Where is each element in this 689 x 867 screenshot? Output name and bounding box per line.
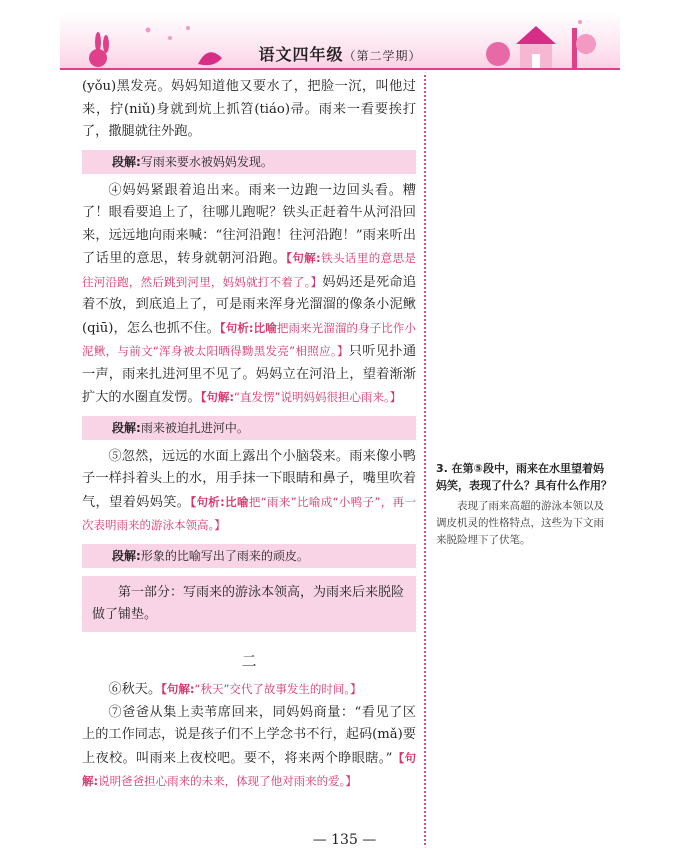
note-tag: 【句析:比喻 <box>190 494 249 509</box>
note-tag: 【句解: <box>286 251 321 265</box>
note-text: 把“雨来”比喻成“小鸭子”，再一次表明雨来的游泳本领高。】 <box>82 494 416 532</box>
page-number: — 135 — <box>312 832 377 848</box>
part-summary-box: 第一部分：写雨来的游泳本领高，为雨来后来脱险做了铺垫。 <box>82 576 416 632</box>
paragraph-4-text-b: 妈妈还是死命追着不放，到底追上了，可是雨来浑身光溜溜的像条小泥鳅(qiū)，怎么也抓不住。 <box>82 274 417 336</box>
page-header <box>60 12 620 70</box>
paragraph-analysis-box <box>82 150 416 174</box>
paragraph-3-continued: (yǒu)黑发亮。妈妈知道他又要水了，把脸一沉，叫他过来，拧(niǔ)身就到炕上抓笤(tiáo)帚。雨来一看要挨打了，撒腿就往外跑。 <box>82 79 416 139</box>
paragraph-6-text: ⑥秋天。 <box>108 682 162 697</box>
box-text: 写雨来要水被妈妈发现。 <box>140 154 273 169</box>
paragraph-6 <box>82 678 416 702</box>
paragraph-7 <box>82 702 416 794</box>
paragraph-4-text-a: ④妈妈紧跟着追出来。雨来一边跑一边回头看。糟了！眼看要追上了，往哪儿跑呢？铁头正赶着牛从河沿回来，远远地向雨来喊：“往河沿跑！往河沿跑！”雨来听出了话里的意思，转身就朝河沿跑。 <box>82 182 416 266</box>
box-text: 雨来被迫扎进河中。 <box>140 420 249 435</box>
main-column <box>82 76 416 794</box>
note-text: 说明爸爸担心雨来的未来，体现了他对雨来的爱。】 <box>98 774 357 788</box>
note-text: “秋天”交代了故事发生的时间。】 <box>194 682 362 696</box>
header-divider <box>60 68 620 70</box>
note-tag: 【句解: <box>200 390 235 404</box>
note-tag: 【句析:比喻 <box>219 320 277 335</box>
paragraph-analysis-box <box>82 544 416 568</box>
paragraph-4 <box>82 180 416 410</box>
header-title-main: 语文四年级 <box>258 45 344 64</box>
paragraph-4-text-c: 只听见扑通一声，雨来扎进河里不见了。妈妈立在河沿上，望着渐渐扩大的水圈直发愣。 <box>82 344 417 405</box>
section-number: 二 <box>241 651 257 670</box>
side-answer: 表现了雨来高超的游泳本领以及调皮机灵的性格特点，这些为下文雨来脱险埋下了伏笔。 <box>436 500 604 546</box>
note-tag: 【句解: <box>161 682 195 696</box>
note-text: 把雨来光溜溜的身子比作小泥鳅，与前文“浑身被太阳晒得黝黑发亮”相照应。】 <box>82 320 416 358</box>
box-text: 形象的比喻写出了雨来的顽皮。 <box>140 548 309 563</box>
sentence-note <box>161 682 362 696</box>
side-question-panel <box>436 460 614 549</box>
header-title <box>60 42 620 65</box>
paragraph-7-text: ⑦爸爸从集上卖苇席回来，同妈妈商量：“看见了区上的工作同志，说是孩子们不上学念书不行，起码(mǎ)要上夜校。叫雨来上夜校吧。要不，将来两个睁眼瞎。” <box>82 704 416 766</box>
side-question: 3. 在第⑤段中，雨来在水里望着妈妈笑，表现了什么？具有什么作用？ <box>436 462 612 492</box>
note-text: 铁头话里的意思是往河沿跑，然后跳到河里，妈妈就打不着了。】 <box>82 251 417 289</box>
note-text: “直发愣”说明妈妈很担心雨来。】 <box>234 390 402 404</box>
paragraph-5-text: ⑤忽然，远远的水面上露出个小脑袋来。雨来像小鸭子一样抖着头上的水，用手抹一下眼睛和鼻子，嘴里吹着气，望着妈妈笑。 <box>82 448 416 510</box>
note-tag: 【句解: <box>82 750 417 788</box>
paragraph-5 <box>82 446 416 538</box>
sentence-note <box>201 390 402 404</box>
column-divider <box>424 75 426 845</box>
header-subtitle: （第二学期） <box>343 49 422 63</box>
box-label: 段解: <box>112 548 141 563</box>
box-label: 段解: <box>112 420 141 435</box>
paragraph-analysis-box <box>82 416 416 440</box>
box-label: 段解: <box>112 154 141 169</box>
